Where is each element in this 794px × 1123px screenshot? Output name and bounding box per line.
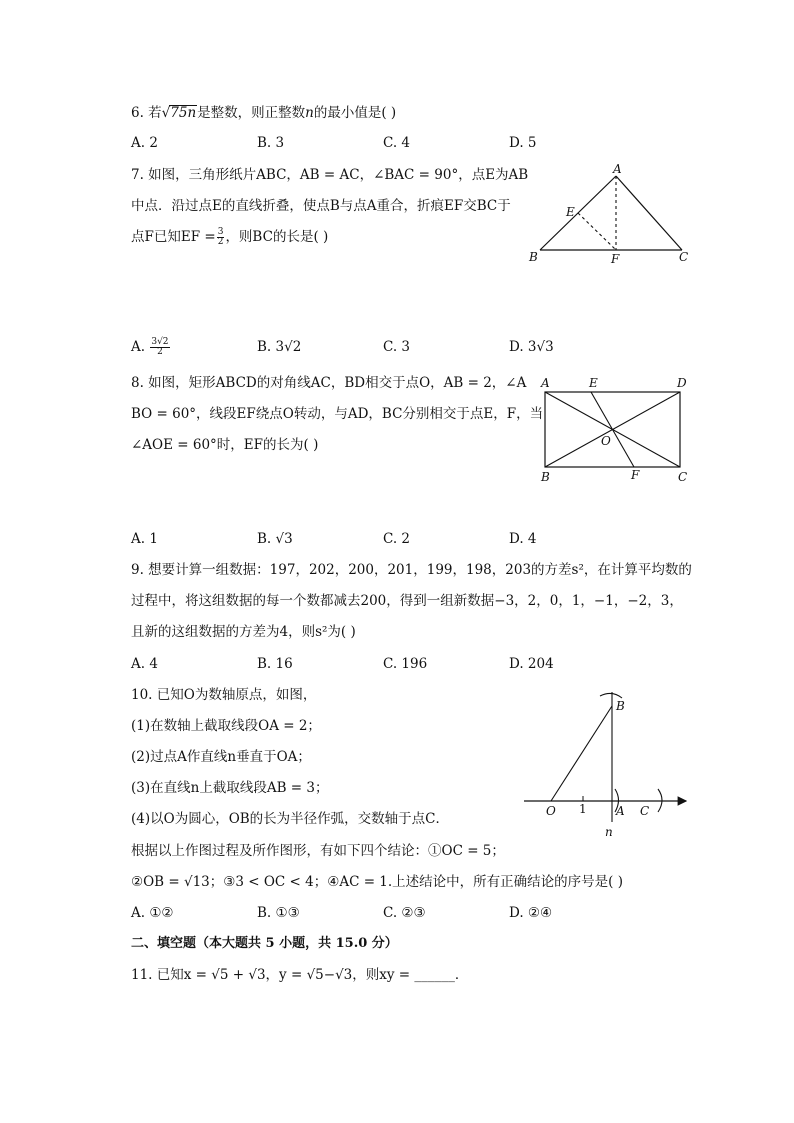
q10-line1: 10. 已知O为数轴原点，如图， [131,687,317,703]
q7-option-d: D. 3√3 [509,339,554,355]
q10-option-b: B. ①③ [257,905,300,921]
q7-option-a-prefix: A. [131,339,146,355]
q6-stem [131,104,396,122]
q10-step4: (4)以O为圆心，OB的长为半径作弧，交数轴于点C． [131,811,450,827]
q10-step1: (1)在数轴上截取线段OA = 2； [131,718,321,734]
q6-option-b: B. 3 [257,135,285,151]
q6-option-a: A. 2 [131,135,158,151]
q10-step3: (3)在直线n上截取线段AB = 3； [131,780,329,796]
q7-option-c: C. 3 [383,339,411,355]
q8-option-c: C. 2 [383,531,411,547]
q7-option-a-den: 2 [157,347,163,357]
q8-figure [532,374,702,493]
q9-line2: 过程中，将这组数据的每一个数都减去200，得到一组新数据−3，2，0，1，−1，−2，3， [131,593,683,609]
q7-label-c: C [679,250,689,264]
q7-label-b: B [529,250,538,264]
q8-label-o: O [601,434,611,448]
q10-label-o: O [546,804,556,818]
q7-fraction-den: 2 [217,237,224,247]
q7-line3 [131,228,328,247]
q8-label-d: D [677,376,687,390]
q7-fraction [217,228,225,247]
q10-figure [518,688,698,842]
q8-line1: 8. 如图，矩形ABCD的对角线AC，BD相交于点O，AB = 2，∠A [131,375,527,391]
q7-fraction-num: 3 [217,227,224,237]
q9-option-c: C. 196 [383,656,428,672]
q10-label-b: B [616,699,625,713]
q8-label-a: A [541,376,550,390]
q8-label-f: F [631,468,640,482]
q10-label-n: n [605,825,613,838]
q7-figure [520,160,700,274]
q7-label-e: E [566,205,575,219]
q7-line1: 7. 如图，三角形纸片ABC，AB = AC，∠BAC = 90°，点E为AB [131,167,529,183]
q9-option-a: A. 4 [131,656,158,672]
q8-label-b: B [541,470,550,484]
q7-option-a-num: 3√2 [151,337,169,347]
q8-option-b: B. √3 [257,531,293,547]
q9-option-d: D. 204 [509,656,554,672]
q8-label-c: C [678,470,688,484]
section-title-fill-in: 二、填空题（本大题共 5 小题，共 15.0 分） [131,936,398,951]
q7-label-f: F [611,252,620,266]
q6-stem-part2: 是整数，则正整数 [197,105,306,121]
q7-line2: 中点．沿过点E的直线折叠，使点B与点A重合，折痕EF交BC于 [131,198,511,214]
q7-option-a-fraction [150,338,169,357]
q10-line7: ②OB = √13；③3 < OC < 4；④AC = 1.上述结论中，所有正确结论的序号是( ) [131,874,624,890]
q10-label-c: C [640,804,650,818]
q9-option-b: B. 16 [257,656,293,672]
q11-text: 11. 已知x = √5 + √3，y = √5−√3，则xy = ______． [131,967,469,983]
q7-line3-a: 点F已知EF = [131,229,216,245]
q10-option-c: C. ②③ [383,905,426,921]
sqrt-symbol-icon: √ [161,105,171,121]
q8-option-d: D. 4 [509,531,537,547]
q7-option-b: B. 3√2 [257,339,302,355]
q6-option-c: C. 4 [383,135,411,151]
q10-option-d: D. ②④ [509,905,553,921]
q8-line2: BO = 60°，线段EF绕点O转动，与AD，BC分别相交于点E，F，当 [131,406,544,422]
q10-label-1: 1 [579,802,587,816]
q7-option-a [131,338,171,357]
q10-label-a: A [616,804,625,818]
q10-line6: 根据以上作图过程及所作图形，有如下四个结论：①OC = 5； [131,843,505,859]
q8-line3: ∠AOE = 60°时，EF的长为( ) [131,437,319,453]
q7-line3-b: ，则BC的长是( ) [225,229,329,245]
q6-stem-radicand: 75n [170,105,197,121]
q10-step2: (2)过点A作直线n垂直于OA； [131,749,311,765]
q8-label-e: E [589,376,598,390]
q6-stem-part1: 6. 若 [131,105,162,121]
q9-line1: 9. 想要计算一组数据：197，202，200，201，199，198，203的方差s²，在计算平均数的 [131,562,692,578]
q10-option-a: A. ①② [131,905,174,921]
q8-option-a: A. 1 [131,531,158,547]
q6-option-d: D. 5 [509,135,537,151]
q6-stem-var: n [305,105,314,121]
q9-line3: 且新的这组数据的方差为4，则s²为( ) [131,624,356,640]
q7-label-a: A [613,162,622,176]
q6-stem-part3: 的最小值是( ) [313,105,397,121]
